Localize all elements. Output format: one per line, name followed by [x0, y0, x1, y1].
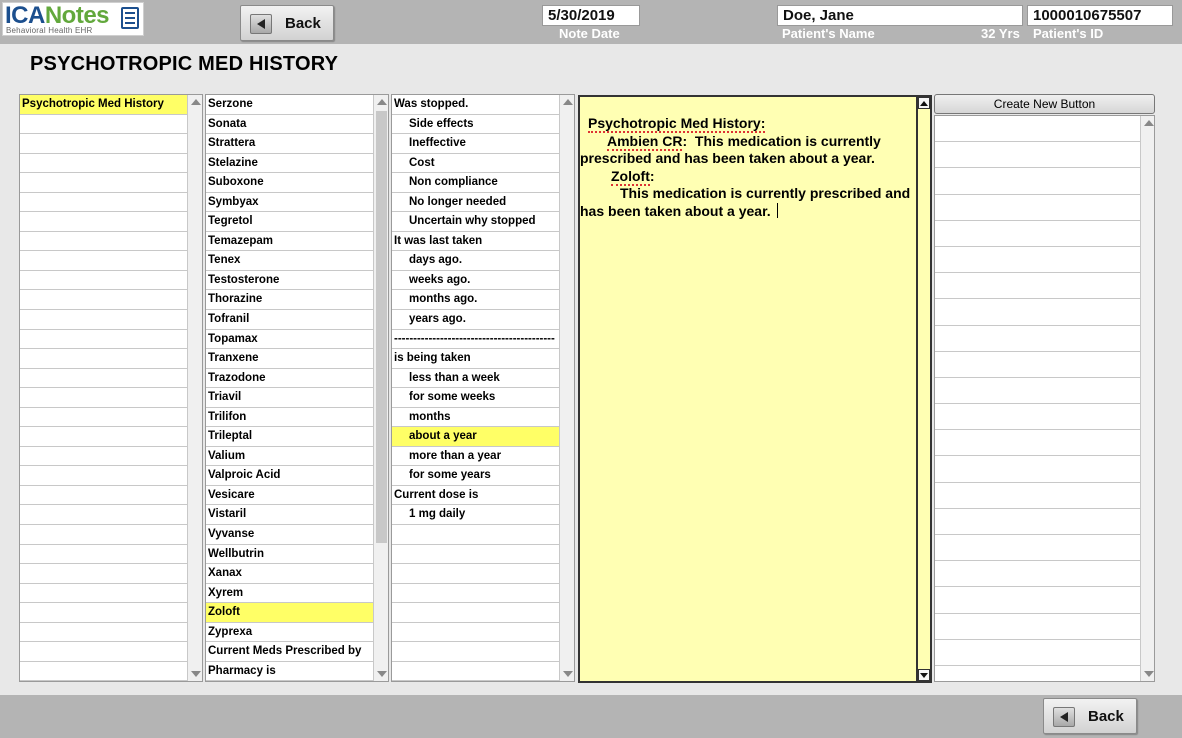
note-line4: This medication is currently prescribed and — [620, 185, 911, 201]
note-heading: Psychotropic Med History: — [588, 115, 766, 131]
medication-row[interactable]: Strattera — [206, 134, 373, 154]
medication-row[interactable]: Vesicare — [206, 486, 373, 506]
category-row-empty[interactable] — [20, 115, 187, 135]
back-arrow-icon — [250, 14, 272, 34]
note-text-area[interactable] — [578, 95, 932, 683]
custom-button-row-empty[interactable] — [935, 456, 1140, 482]
scroll-up-icon[interactable] — [1144, 120, 1154, 126]
medication-row[interactable]: Temazepam — [206, 232, 373, 252]
back-button-bottom[interactable] — [1043, 698, 1137, 734]
phrase-row-empty[interactable] — [392, 564, 559, 584]
scroll-down-icon[interactable] — [191, 671, 201, 677]
phrase-row[interactable]: Was stopped. — [392, 95, 559, 115]
medication-row[interactable]: Symbyax — [206, 193, 373, 213]
phrase-row[interactable]: 1 mg daily — [392, 505, 559, 525]
medication-row[interactable]: Tegretol — [206, 212, 373, 232]
medication-row[interactable]: Vistaril — [206, 505, 373, 525]
phrase-row-empty[interactable] — [392, 545, 559, 565]
phrase-row[interactable]: about a year — [392, 427, 559, 447]
text-caret — [777, 203, 778, 218]
custom-button-row-empty[interactable] — [935, 378, 1140, 404]
phrase-row-empty[interactable] — [392, 525, 559, 545]
medication-row[interactable]: Thorazine — [206, 290, 373, 310]
phrase-row-empty[interactable] — [392, 603, 559, 623]
custom-button-row-empty[interactable] — [935, 587, 1140, 613]
category-row-empty[interactable] — [20, 447, 187, 467]
medication-row[interactable]: Topamax — [206, 330, 373, 350]
medication-row[interactable]: Pharmacy is — [206, 662, 373, 682]
page-title: PSYCHOTROPIC MED HISTORY — [30, 53, 339, 75]
category-row-empty[interactable] — [20, 505, 187, 525]
category-row-empty[interactable] — [20, 427, 187, 447]
phrase-row[interactable]: for some weeks — [392, 388, 559, 408]
phrase-row[interactable]: Current dose is — [392, 486, 559, 506]
phrase-row[interactable]: more than a year — [392, 447, 559, 467]
note-line5: has been taken about a year. — [580, 202, 775, 219]
category-row-empty[interactable] — [20, 173, 187, 193]
category-row-empty[interactable] — [20, 310, 187, 330]
category-row-empty[interactable] — [20, 545, 187, 565]
phrase-row[interactable]: weeks ago. — [392, 271, 559, 291]
phrase-row[interactable]: ------------------------------------------ — [392, 330, 559, 350]
medication-row[interactable]: Trilifon — [206, 408, 373, 428]
category-row-empty[interactable] — [20, 330, 187, 350]
custom-button-row-empty[interactable] — [935, 168, 1140, 194]
note-med2-sep: : — [649, 167, 655, 184]
phrase-row[interactable]: It was last taken — [392, 232, 559, 252]
category-row-empty[interactable] — [20, 486, 187, 506]
custom-button-row-empty[interactable] — [935, 614, 1140, 640]
note-date-value: 5/30/2019 — [542, 5, 640, 26]
phrase-row[interactable]: years ago. — [392, 310, 559, 330]
patient-id-value: 1000010675507 — [1027, 5, 1173, 26]
notes-doc-icon — [121, 7, 139, 29]
category-row-empty[interactable] — [20, 525, 187, 545]
note-date-label: Note Date — [559, 26, 620, 41]
category-row-empty[interactable] — [20, 603, 187, 623]
medication-row[interactable]: Valium — [206, 447, 373, 467]
phrase-row[interactable]: Side effects — [392, 115, 559, 135]
phrase-row[interactable]: Uncertain why stopped — [392, 212, 559, 232]
scroll-down-icon[interactable] — [918, 669, 930, 681]
logo-notes: Notes — [44, 2, 110, 29]
category-row-empty[interactable] — [20, 154, 187, 174]
medication-row[interactable]: Suboxone — [206, 173, 373, 193]
category-row-empty[interactable] — [20, 642, 187, 662]
category-row-empty[interactable] — [20, 369, 187, 389]
custom-button-row-empty[interactable] — [935, 273, 1140, 299]
category-row-empty[interactable] — [20, 623, 187, 643]
phrase-row[interactable]: Cost — [392, 154, 559, 174]
buttons-scrollbar[interactable] — [1140, 116, 1155, 681]
phrase-row[interactable]: less than a week — [392, 369, 559, 389]
phrase-row[interactable]: Non compliance — [392, 173, 559, 193]
phrase-row-empty[interactable] — [392, 584, 559, 604]
custom-button-row-empty[interactable] — [935, 116, 1140, 142]
patient-name-value: Doe, Jane — [777, 5, 1023, 26]
note-line1-rest: This medication is currently — [694, 132, 881, 149]
category-row-empty[interactable] — [20, 134, 187, 154]
custom-button-row-empty[interactable] — [935, 535, 1140, 561]
create-new-button[interactable]: Create New Button — [934, 94, 1155, 114]
custom-button-row-empty[interactable] — [935, 221, 1140, 247]
medication-row[interactable]: Sonata — [206, 115, 373, 135]
category-row-empty[interactable] — [20, 290, 187, 310]
patient-name-label: Patient's Name — [782, 26, 875, 41]
medication-row[interactable]: Xyrem — [206, 584, 373, 604]
scroll-down-icon[interactable] — [1144, 671, 1154, 677]
phrase-row[interactable]: months — [392, 408, 559, 428]
phrase-row-empty[interactable] — [392, 623, 559, 643]
logo-ica: ICA — [5, 2, 45, 29]
category-row-empty[interactable] — [20, 662, 187, 682]
phrase-scrollbar[interactable] — [559, 95, 575, 681]
medication-scrollbar[interactable] — [373, 95, 389, 681]
category-scrollbar[interactable] — [187, 95, 203, 681]
back-button-top[interactable] — [240, 5, 334, 41]
category-row-empty[interactable] — [20, 271, 187, 291]
icanotes-logo — [2, 2, 144, 36]
back-label: Back — [1088, 708, 1124, 725]
phrase-row[interactable]: Ineffective — [392, 134, 559, 154]
footer-bar — [0, 695, 1182, 738]
scroll-thumb[interactable] — [376, 111, 387, 543]
medication-row[interactable]: Zyprexa — [206, 623, 373, 643]
note-line2: prescribed and has been taken about a year. — [580, 150, 875, 166]
logo-tagline: Behavioral Health EHR — [6, 26, 93, 35]
category-row-empty[interactable] — [20, 564, 187, 584]
medication-row[interactable]: Zoloft — [206, 603, 373, 623]
header-bar — [0, 0, 1182, 44]
medication-row[interactable]: Wellbutrin — [206, 545, 373, 565]
category-row-empty[interactable] — [20, 251, 187, 271]
custom-button-row-empty[interactable] — [935, 352, 1140, 378]
scroll-up-icon[interactable] — [191, 99, 201, 105]
scroll-down-icon[interactable] — [563, 671, 573, 677]
phrase-row[interactable]: months ago. — [392, 290, 559, 310]
category-row-empty[interactable] — [20, 408, 187, 428]
category-row-empty[interactable] — [20, 232, 187, 252]
medication-row[interactable]: Valproic Acid — [206, 466, 373, 486]
scroll-up-icon[interactable] — [377, 99, 387, 105]
category-row-empty[interactable] — [20, 388, 187, 408]
custom-buttons-list[interactable] — [934, 115, 1155, 682]
patient-id-label: Patient's ID — [1033, 26, 1104, 41]
custom-button-row-empty[interactable] — [935, 666, 1140, 682]
medication-row[interactable]: Testosterone — [206, 271, 373, 291]
medication-row[interactable]: Stelazine — [206, 154, 373, 174]
category-row-empty[interactable] — [20, 349, 187, 369]
medication-row[interactable]: Trileptal — [206, 427, 373, 447]
phrase-row-empty[interactable] — [392, 662, 559, 682]
custom-button-row-empty[interactable] — [935, 247, 1140, 273]
medication-row[interactable]: Vyvanse — [206, 525, 373, 545]
medication-row[interactable]: Tofranil — [206, 310, 373, 330]
custom-button-row-empty[interactable] — [935, 640, 1140, 666]
scroll-up-icon[interactable] — [918, 97, 930, 109]
back-label: Back — [285, 15, 321, 32]
note-med1-sep: : — [682, 132, 695, 149]
category-row-empty[interactable] — [20, 584, 187, 604]
phrase-list[interactable] — [391, 94, 575, 682]
scroll-up-icon[interactable] — [563, 99, 573, 105]
custom-button-row-empty[interactable] — [935, 326, 1140, 352]
medication-row[interactable]: Xanax — [206, 564, 373, 584]
phrase-row[interactable]: for some years — [392, 466, 559, 486]
medication-row[interactable]: Triavil — [206, 388, 373, 408]
phrase-row[interactable]: days ago. — [392, 251, 559, 271]
custom-button-row-empty[interactable] — [935, 404, 1140, 430]
note-med1-name: Ambien CR — [607, 132, 683, 149]
custom-button-row-empty[interactable] — [935, 299, 1140, 325]
custom-button-row-empty[interactable] — [935, 430, 1140, 456]
medication-row[interactable]: Tenex — [206, 251, 373, 271]
medication-list[interactable] — [205, 94, 389, 682]
category-row[interactable]: Psychotropic Med History — [20, 95, 187, 115]
patient-age: 32 Yrs — [981, 26, 1020, 41]
medication-row[interactable]: Tranxene — [206, 349, 373, 369]
medication-row[interactable]: Serzone — [206, 95, 373, 115]
medication-row[interactable]: Current Meds Prescribed by — [206, 642, 373, 662]
medication-row[interactable]: Trazodone — [206, 369, 373, 389]
phrase-row[interactable]: No longer needed — [392, 193, 559, 213]
note-scrollbar[interactable] — [916, 97, 930, 681]
back-arrow-icon — [1053, 707, 1075, 727]
category-list[interactable] — [19, 94, 203, 682]
category-row-empty[interactable] — [20, 466, 187, 486]
custom-button-row-empty[interactable] — [935, 483, 1140, 509]
category-row-empty[interactable] — [20, 212, 187, 232]
note-med2-name: Zoloft — [611, 167, 650, 184]
custom-button-row-empty[interactable] — [935, 561, 1140, 587]
custom-button-row-empty[interactable] — [935, 509, 1140, 535]
custom-button-row-empty[interactable] — [935, 142, 1140, 168]
category-row-empty[interactable] — [20, 193, 187, 213]
phrase-row-empty[interactable] — [392, 642, 559, 662]
scroll-down-icon[interactable] — [377, 671, 387, 677]
phrase-row[interactable]: is being taken — [392, 349, 559, 369]
custom-button-row-empty[interactable] — [935, 195, 1140, 221]
